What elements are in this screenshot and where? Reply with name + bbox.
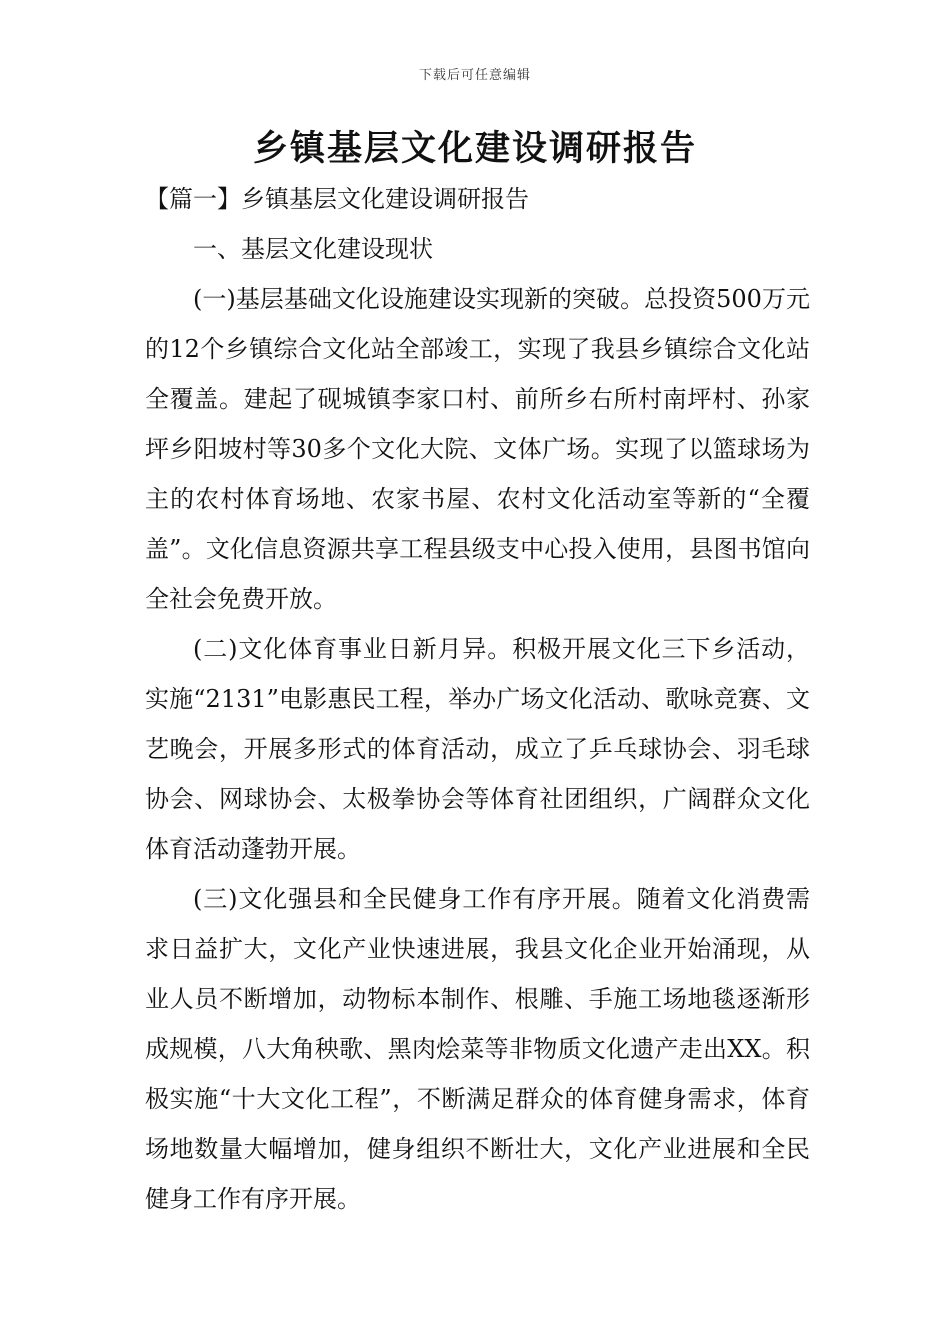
section-heading: 一、基层文化建设现状 bbox=[193, 235, 433, 263]
paragraph-2: (二)文化体育事业日新月异。积极开展文化三下乡活动，实施“2131”电影惠民工程，举办广场文化活动、歌咏竞赛、文艺晚会，开展多形式的体育活动，成立了乒乓球协会、羽毛球协会、网球协会、太极拳协会等体育社团组织，广阔群众文化体育活动蓬勃开展。 bbox=[145, 635, 810, 863]
paragraph-1: (一)基层基础文化设施建设实现新的突破。总投资500万元的12个乡镇综合文化站全部竣工，实现了我县乡镇综合文化站全覆盖。建起了砚城镇李家口村、前所乡右所村南坪村、孙家坪乡阳坡村等30多个文化大院、文体广场。实现了以篮球场为主的农村体育场地、农家书屋、农村文化活动室等新的“全覆盖”。文化信息资源共享工程县级支中心投入使用，县图书馆向全社会免费开放。 bbox=[145, 285, 810, 613]
paragraph-3: (三)文化强县和全民健身工作有序开展。随着文化消费需求日益扩大，文化产业快速进展，我县文化企业开始涌现，从业人员不断增加，动物标本制作、根雕、手施工场地毯逐渐形成规模，八大角秧歌、黑肉烩菜等非物质文化遗产走出XX。积极实施“十大文化工程”，不断满足群众的体育健身需求，体育场地数量大幅增加，健身组织不断壮大，文化产业进展和全民健身工作有序开展。 bbox=[145, 885, 810, 1213]
document-title: 乡镇基层文化建设调研报告 bbox=[252, 128, 697, 169]
chapter-heading: 【篇一】乡镇基层文化建设调研报告 bbox=[145, 185, 529, 213]
document-body bbox=[145, 174, 810, 1224]
header-note: 下载后可任意编辑 bbox=[418, 68, 531, 83]
